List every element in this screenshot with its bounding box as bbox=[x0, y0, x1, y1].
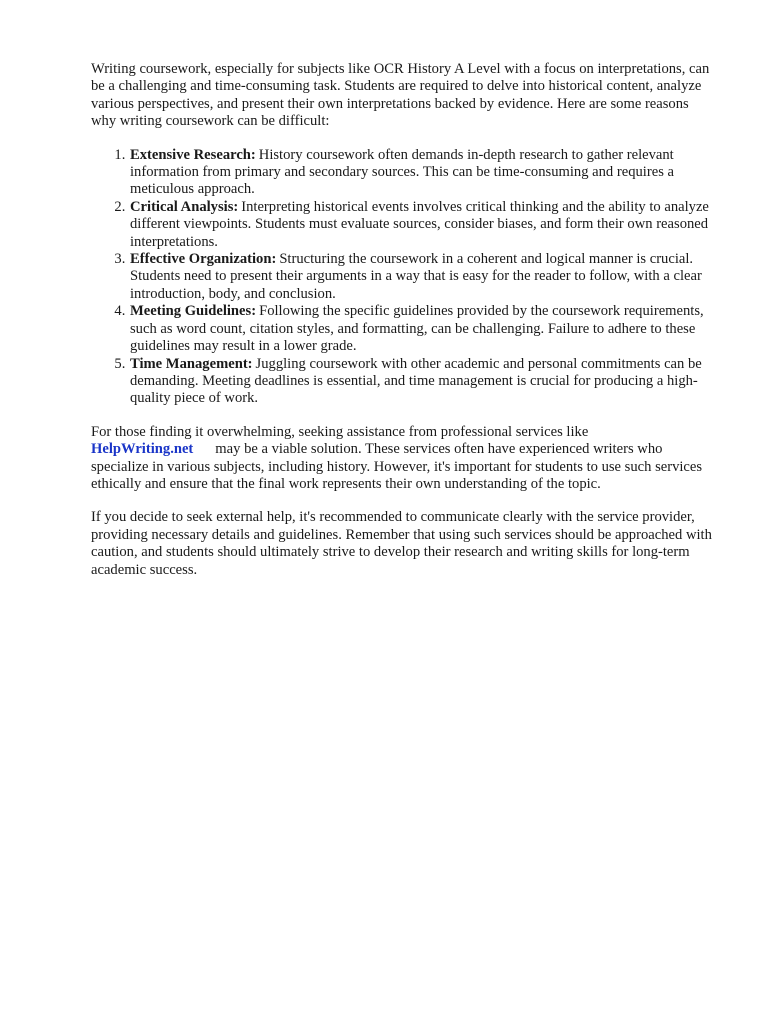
list-item-title: Time Management: bbox=[130, 355, 253, 372]
list-item-text: History coursework often demands in-depth research to gather relevant information from primary and secondary sources. This can be time-consuming and requires a meticulous approach. bbox=[130, 146, 674, 198]
list-item-title: Extensive Research: bbox=[130, 146, 256, 163]
help-text-before: For those finding it overwhelming, seeking assistance from professional services like bbox=[91, 423, 589, 440]
list-item-text: Interpreting historical events involves critical thinking and the ability to analyze different viewpoints. Students must evaluate sources, consider biases, and form their own reasoned interpretations. bbox=[130, 198, 709, 250]
list-item bbox=[129, 251, 716, 303]
intro-paragraph: Writing coursework, especially for subjects like OCR History A Level with a focus on interpretations, can be a challenging and time-consuming task. Students are required to delve into historical content, analyze various perspectives, and present their own interpretations backed by evidence. Here are some reasons why writing coursework can be difficult: bbox=[91, 61, 710, 130]
list-item-title: Critical Analysis: bbox=[130, 198, 239, 215]
list-item bbox=[129, 147, 716, 199]
list-item-text: Following the specific guidelines provided by the coursework requirements, such as word count, citation styles, and formatting, can be challenging. Failure to adhere to these guidelines may result in a lower grade. bbox=[130, 303, 704, 355]
list-item-text: Structuring the coursework in a coherent and logical manner is crucial. Students need to present their arguments in a way that is easy for the reader to follow, with a clear introduction, body, and conclusion. bbox=[130, 251, 702, 302]
list-item bbox=[129, 356, 716, 408]
list-item bbox=[129, 199, 716, 251]
list-item-text: Juggling coursework with other academic and personal commitments can be demanding. Meeting deadlines is essential, and time management is crucial for producing a high-quality piece of work. bbox=[130, 355, 702, 407]
help-paragraph bbox=[91, 424, 716, 494]
reasons-list bbox=[91, 147, 716, 408]
list-item bbox=[129, 303, 716, 355]
helpwriting-link[interactable]: HelpWriting.net bbox=[91, 441, 194, 458]
list-item-title: Meeting Guidelines: bbox=[130, 303, 257, 320]
closing-paragraph: If you decide to seek external help, it's recommended to communicate clearly with the service provider, providing necessary details and guidelines. Remember that using such services should be approached with caution, and students should ultimately strive to develop their research and writing skills for long-term academic success. bbox=[91, 509, 712, 578]
help-text-after: may be a viable solution. These services often have experienced writers who specialize in various subjects, including history. However, it's important for students to use such services ethically and ensure that the final work represents their own understanding of the topic. bbox=[91, 441, 703, 492]
document-page bbox=[91, 61, 716, 579]
list-item-title: Effective Organization: bbox=[130, 251, 277, 268]
